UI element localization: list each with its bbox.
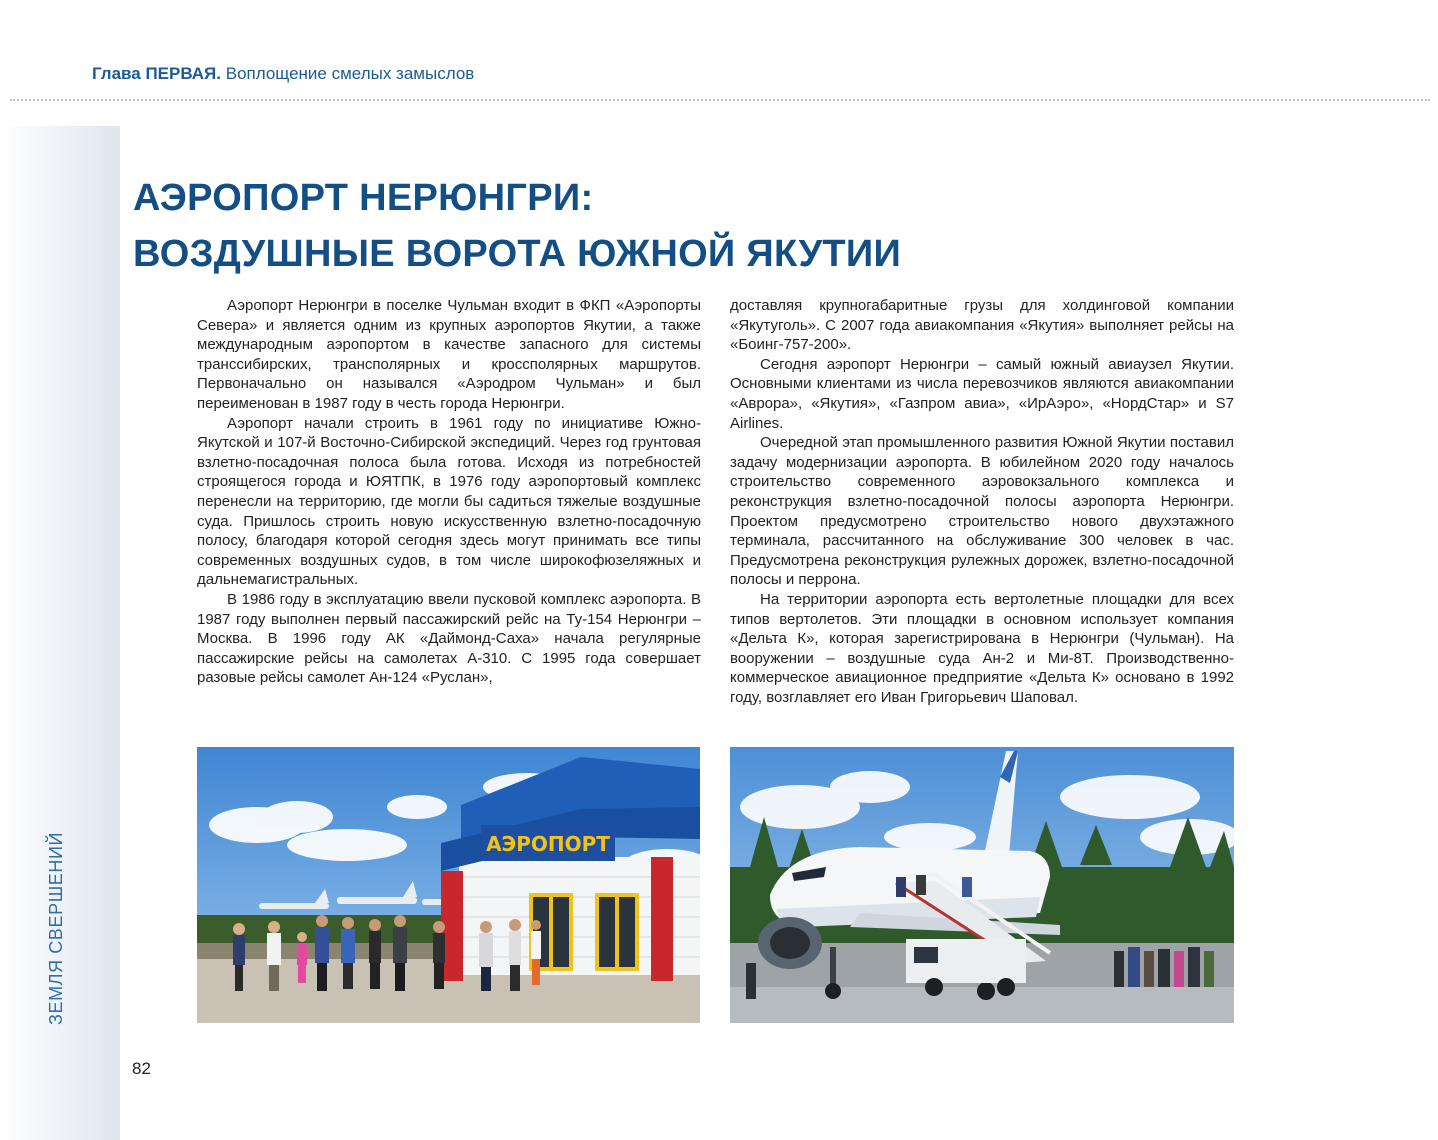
- paragraph: Аэропорт начали строить в 1961 году по инициативе Южно-Якутской и 107-й Восточно-Сибирской экспедиций. Через год грунтовая взлетно-посадочная полоса была готова. Исходя из потребностей строящегося города и ЮЯТПК, в 1976 году аэропортовый комплекс перенесли на территорию, где могли бы садиться тяжелые воздушные суда. Пришлось строить новую искусственную взлетно-посадочную полосу, благодаря которой сегодня здесь могут принимать все типы современных воздушных судов, в том числе широкофюзеляжных и дальнемагистральных.: [197, 414, 701, 589]
- page-number: 82: [132, 1059, 151, 1078]
- text-column-right: [730, 296, 1234, 707]
- header-divider: [10, 99, 1430, 101]
- terminal-sign-text: АЭРОПОРТ: [486, 832, 610, 856]
- side-section-label: ЗЕМЛЯ СВЕРШЕНИЙ: [46, 831, 66, 1025]
- article-title: [133, 170, 901, 282]
- paragraph-continuation: доставляя крупногабаритные грузы для холдинговой компании «Якутуголь». С 2007 года авиакомпания «Якутия» выполняет рейсы на «Боинг-757-200».: [730, 297, 1234, 354]
- chapter-header: [92, 64, 474, 84]
- paragraph: Аэропорт Нерюнгри в поселке Чульман входит в ФКП «Аэропорты Севера» и является одним из крупных аэропортов Якутии, а также международным аэропортом в качестве запасного для системы транссибирских, трансполярных и кроссполярных маршрутов. Первоначально он назывался «Аэродром Чульман» и был переименован в 1987 году в честь города Нерюнгри.: [197, 297, 701, 412]
- text-column-left: [197, 296, 701, 688]
- article-title-line-1: АЭРОПОРТ НЕРЮНГРИ:: [133, 177, 594, 219]
- aircraft-photo: [730, 747, 1234, 1023]
- paragraph: На территории аэропорта есть вертолетные площадки для всех типов вертолетов. Эти площадки в основном использует компания «Дельта К», которая зарегистрирована в Нерюнгри (Чульман). На вооружении – воздушные суда Ан-2 и Ми-8Т. Производственно-коммерческое авиационное предприятие «Дельта К» основано в 1992 году, возглавляет его Иван Григорьевич Шаповал.: [730, 590, 1234, 706]
- article-title-line-2: ВОЗДУШНЫЕ ВОРОТА ЮЖНОЙ ЯКУТИИ: [133, 233, 902, 275]
- paragraph: Сегодня аэропорт Нерюнгри – самый южный авиаузел Якутии. Основными клиентами из числа перевозчиков являются авиакомпании «Аврора», «Якутия», «Газпром авиа», «ИрАэро», «НордСтар» и S7 Airlines.: [730, 355, 1234, 432]
- paragraph: Очередной этап промышленного развития Южной Якутии поставил задачу модернизации аэропорта. В юбилейном 2020 году началось строительство современного аэровокзального комплекса и реконструкция взлетно-посадочной полосы аэропорта Нерюнгри. Проектом предусмотрено строительство нового двухэтажного терминала, рассчитанного на обслуживание 300 человек в час. Предусмотрена реконструкция рулежных дорожек, взлетно-посадочной полосы и перрона.: [730, 434, 1234, 589]
- terminal-photo: [197, 747, 700, 1023]
- chapter-title: Воплощение смелых замыслов: [225, 64, 475, 83]
- chapter-number: Глава ПЕРВАЯ.: [92, 64, 221, 83]
- paragraph: В 1986 году в эксплуатацию ввели пусковой комплекс аэропорта. В 1987 году выполнен первый пассажирский рейс на Ту-154 Нерюнгри – Москва. В 1996 году АК «Даймонд-Саха» начала регулярные пассажирские рейсы на самолетах А-310. С 1995 года совершает разовые рейсы самолет Ан-124 «Руслан»,: [197, 590, 701, 687]
